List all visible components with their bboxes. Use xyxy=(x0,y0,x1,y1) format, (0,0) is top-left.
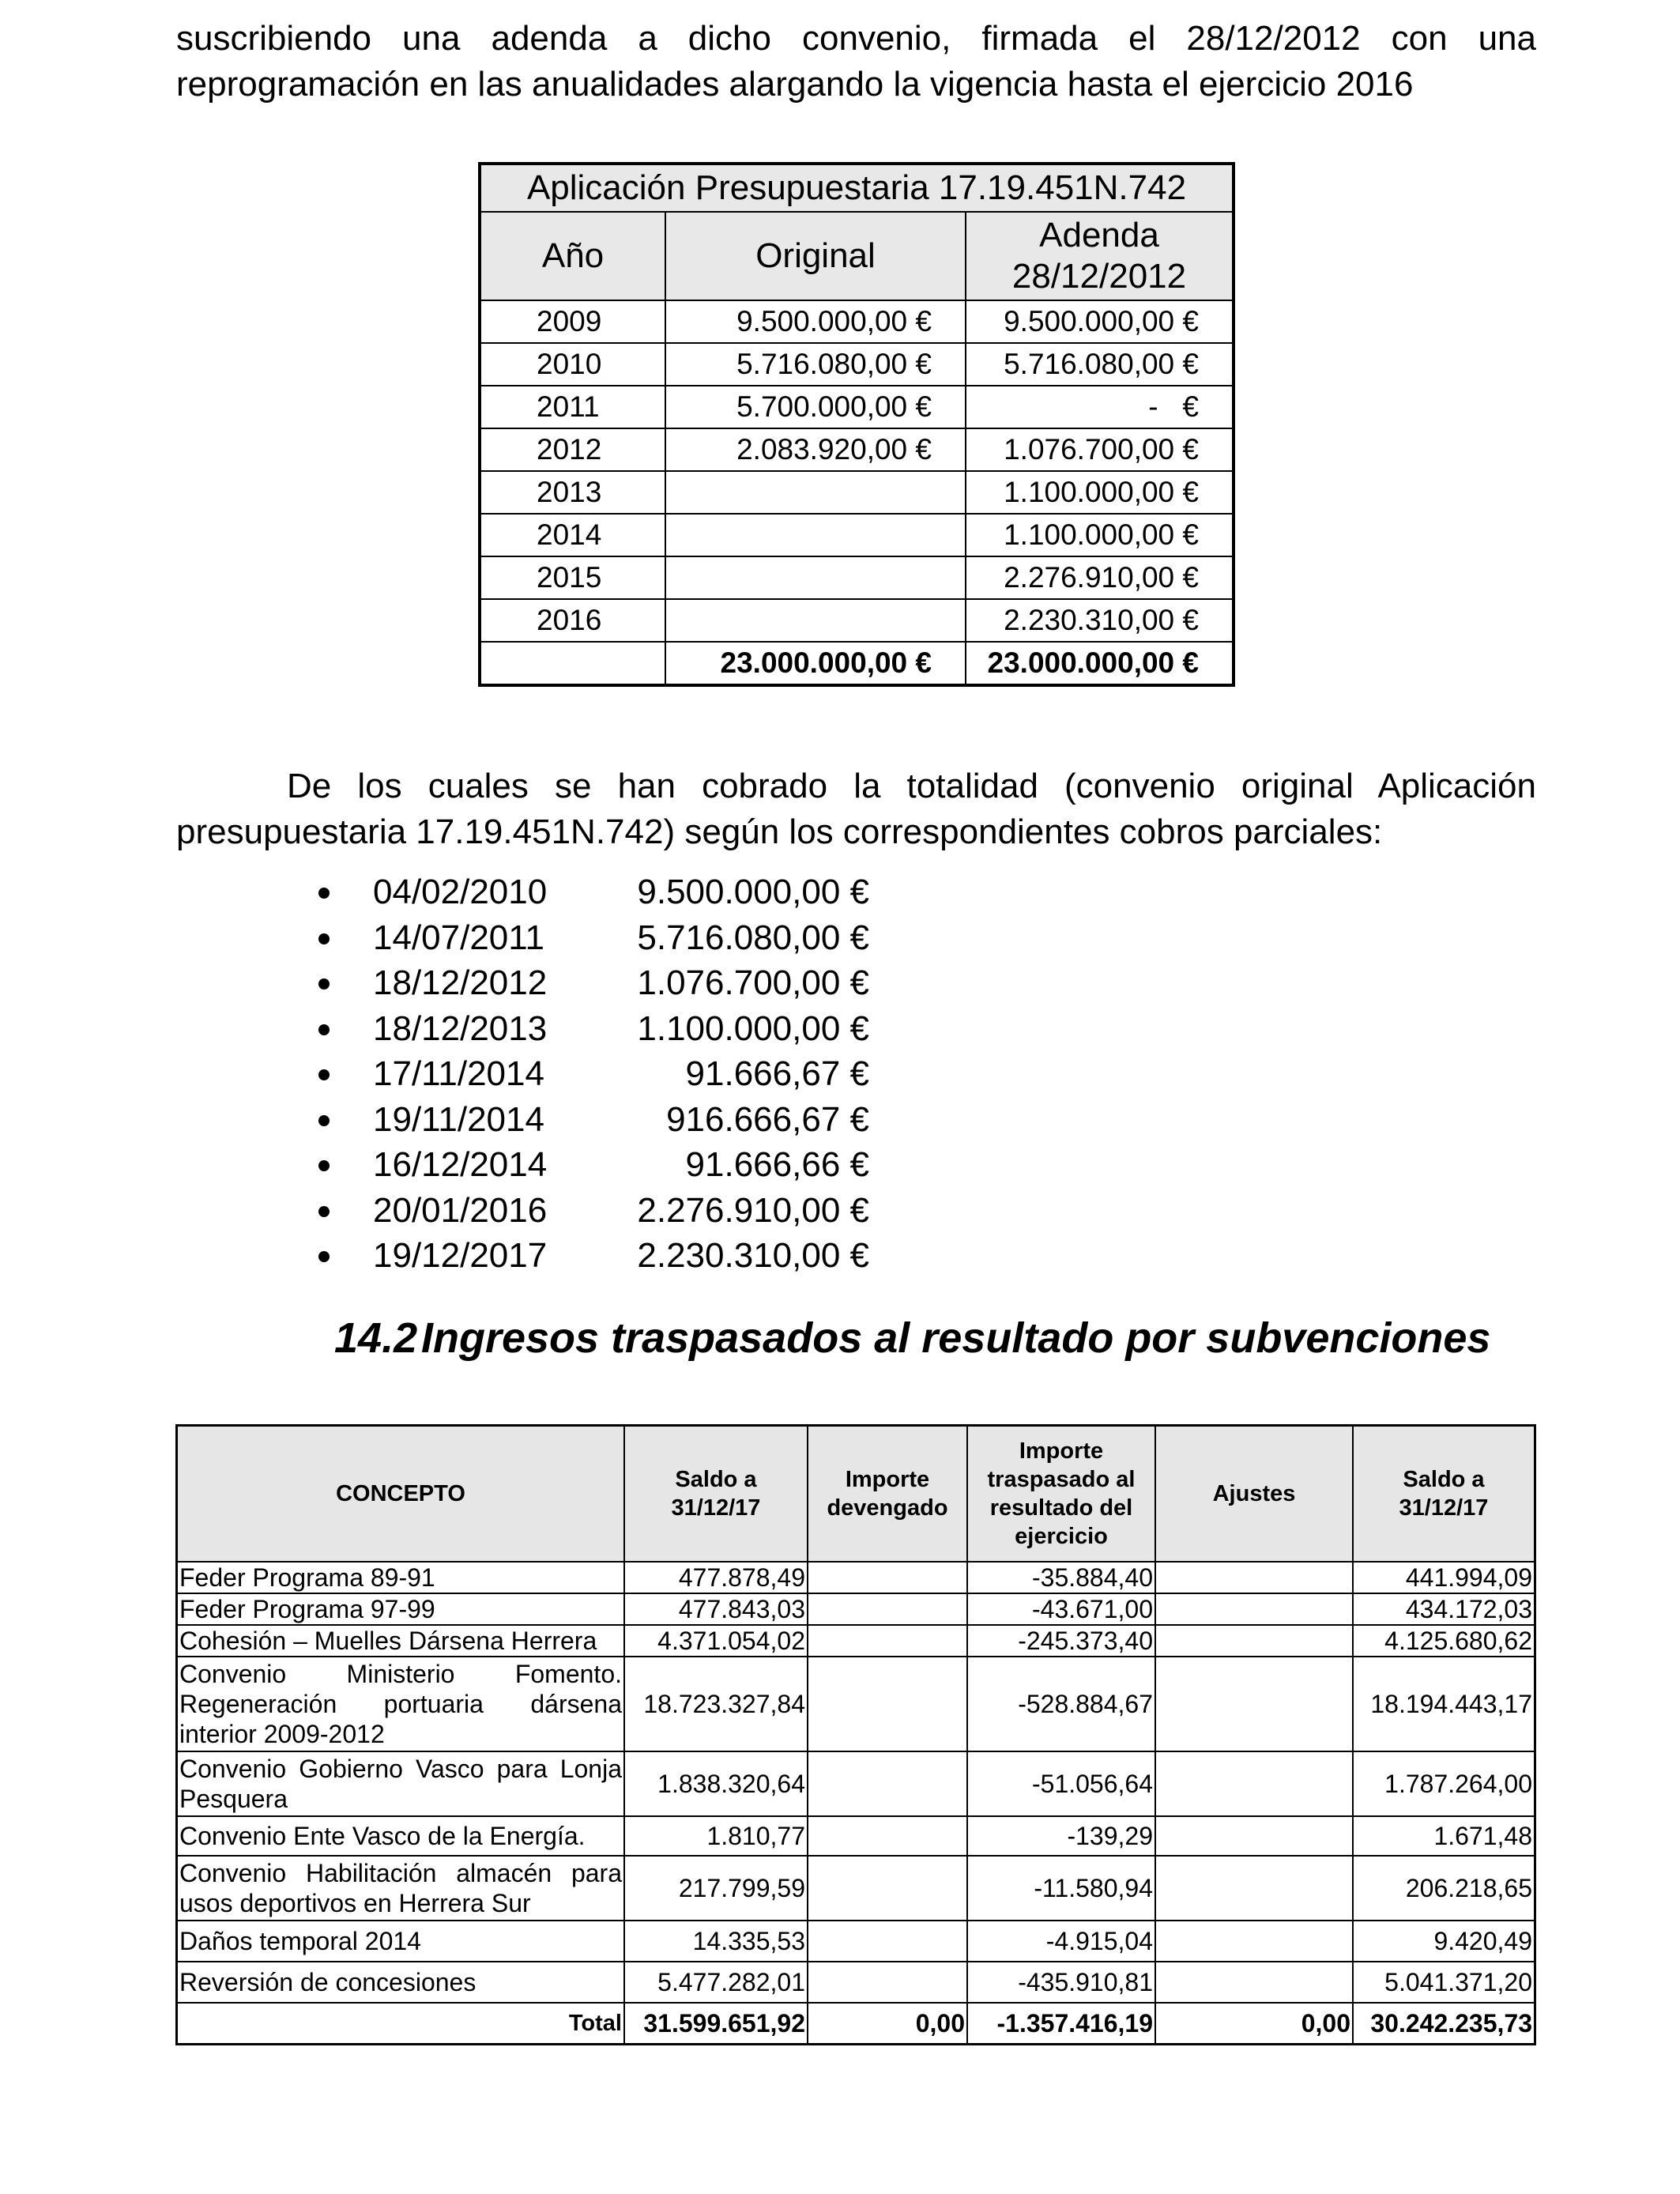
budget-application-table xyxy=(478,162,1235,687)
total-label: Total xyxy=(177,2003,625,2045)
col-concepto-header: CONCEPTO xyxy=(177,1426,625,1563)
table-row: 2009 9.500.000,00 € 9.500.000,00 € xyxy=(480,300,1234,343)
col-saldo-final-header: Saldo a 31/12/17 xyxy=(1353,1426,1535,1563)
table-row: Convenio Gobierno Vasco para Lonja Pesquera 1.838.320,64 -51.056,64 1.787.264,00 xyxy=(177,1751,1535,1816)
table-row: 2014 1.100.000,00 € xyxy=(480,514,1234,556)
section-heading xyxy=(334,1314,1490,1363)
table-row: 2016 2.230.310,00 € xyxy=(480,599,1234,642)
section-number: 14.2 xyxy=(334,1314,418,1362)
table-row: Reversión de concesiones 5.477.282,01 -435.910,81 5.041.371,20 xyxy=(177,1962,1535,2003)
intro-paragraph: suscribiendo una adenda a dicho convenio, firmada el 28/12/2012 con una reprogramación en las anualidades alargando la vigencia hasta el ejercicio 2016 xyxy=(176,19,1536,104)
table-row: Daños temporal 2014 14.335,53 -4.915,04 9.420,49 xyxy=(177,1921,1535,1962)
table-row: 2013 1.100.000,00 € xyxy=(480,471,1234,514)
subsidies-table xyxy=(175,1424,1536,2045)
table-row: Feder Programa 89-91 477.878,49 -35.884,40 441.994,09 xyxy=(177,1562,1535,1593)
table-row: 2011 5.700.000,00 € - € xyxy=(480,386,1234,428)
col-adenda-header: Adenda 28/12/2012 xyxy=(966,212,1234,300)
table-row: 2010 5.716.080,00 € 5.716.080,00 € xyxy=(480,343,1234,386)
section-title: Ingresos traspasados al resultado por subvenciones xyxy=(421,1314,1491,1362)
payments-paragraph: De los cuales se han cobrado la totalidad (convenio original Aplicación presupuestaria 17.19.451N.742) según los correspondientes cobros parciales: xyxy=(176,767,1536,851)
table-row: Convenio Habilitación almacén para usos deportivos en Herrera Sur 217.799,59 -11.580,94 206.218,65 xyxy=(177,1856,1535,1921)
table-row: Convenio Ministerio Fomento. Regeneración portuaria dársena interior 2009-2012 18.723.327,84 -528.884,67 18.194.443,17 xyxy=(177,1657,1535,1751)
table-row: 2012 2.083.920,00 € 1.076.700,00 € xyxy=(480,428,1234,471)
table-row: 2015 2.276.910,00 € xyxy=(480,556,1234,599)
col-ajustes-header: Ajustes xyxy=(1155,1426,1353,1563)
table-row: Convenio Ente Vasco de la Energía. 1.810,77 -139,29 1.671,48 xyxy=(177,1816,1535,1856)
col-traspasado-header: Importe traspasado al resultado del ejercicio xyxy=(967,1426,1155,1563)
table1-title: Aplicación Presupuestaria 17.19.451N.742 xyxy=(480,164,1234,212)
table-row: Feder Programa 97-99 477.843,03 -43.671,00 434.172,03 xyxy=(177,1593,1535,1625)
col-original-header: Original xyxy=(665,212,966,300)
col-devengado-header: Importe devengado xyxy=(808,1426,967,1563)
table2-total-row: Total 31.599.651,92 0,00 -1.357.416,19 0,00 30.242.235,73 xyxy=(177,2003,1535,2045)
table1-total-row: 23.000.000,00 € 23.000.000,00 € xyxy=(480,642,1234,685)
col-saldo-inicial-header: Saldo a 31/12/17 xyxy=(624,1426,808,1563)
col-year-header: Año xyxy=(480,212,665,300)
table-row: Cohesión – Muelles Dársena Herrera 4.371.054,02 -245.373,40 4.125.680,62 xyxy=(177,1625,1535,1657)
